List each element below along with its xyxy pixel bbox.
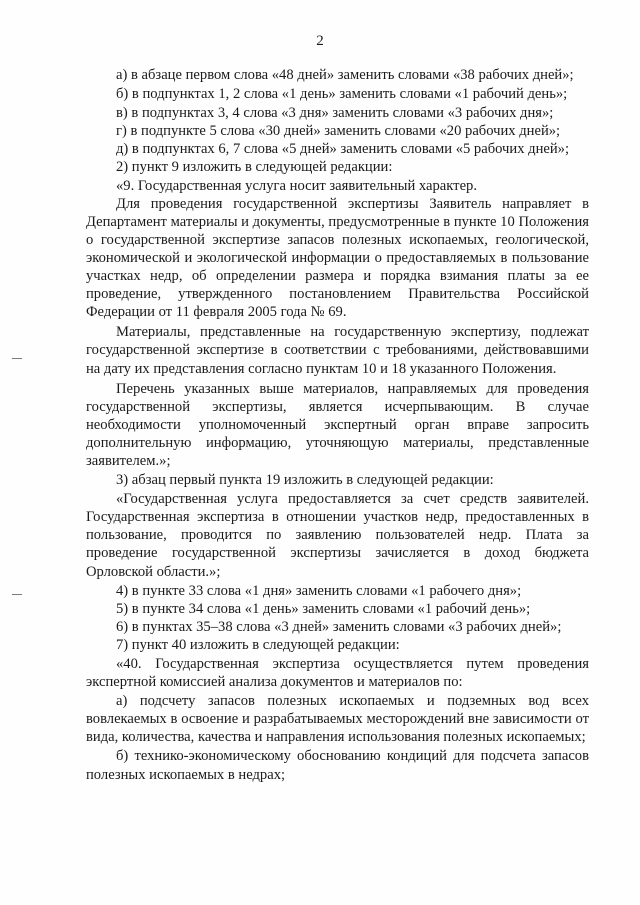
paragraph: 7) пункт 40 изложить в следующей редакции: xyxy=(116,636,400,653)
paragraph: а) в абзаце первом слова «48 дней» заменить словами «38 рабочих дней»; xyxy=(116,67,574,83)
paragraph: б) в подпунктах 1, 2 слова «1 день» заменить словами «1 рабочий день»; xyxy=(116,86,568,103)
page-number: 2 xyxy=(316,33,324,49)
paragraph: «9. Государственная услуга носит заявительный характер. xyxy=(116,177,477,194)
paragraph: 3) абзац первый пункта 19 изложить в следующей редакции: xyxy=(116,472,494,489)
paragraph: «Государственная услуга предоставляется за счет средств заявителей. Государственная экспертиза в отношении участков недр, предоставленных в пользование, проводится по заявлению пользователей недр. Плата за проведение государственной экспертизы зачисляется в доход бюджета Орловской области.»; xyxy=(86,491,589,580)
paragraph: 6) в пунктах 35–38 слова «3 дней» заменить словами «3 рабочих дней»; xyxy=(116,618,562,635)
paragraph: «40. Государственная экспертиза осуществляется путем проведения экспертной комиссией анализа документов и материалов по: xyxy=(86,656,589,691)
paragraph: в) в подпунктах 3, 4 слова «3 дня» заменить словами «3 рабочих дня»; xyxy=(116,105,554,122)
margin-mark xyxy=(12,594,22,595)
paragraph: г) в подпункте 5 слова «30 дней» заменить словами «20 рабочих дней»; xyxy=(116,123,561,140)
paragraph: 2) пункт 9 изложить в следующей редакции: xyxy=(116,159,393,176)
paragraph: Для проведения государственной экспертизы Заявитель направляет в Департамент материалы и документы, предусмотренные в пункте 10 Положения о государственной экспертизе запасов полезных ископаемых, геологической, экономической и экологической информации о предоставляемых в пользование участках недр, об определении размера и порядка взимания платы за ее проведение, утвержденного постановлением Правительства Российской Федерации от 11 февраля 2005 года № 69. xyxy=(86,195,589,321)
paragraph: д) в подпунктах 6, 7 слова «5 дней» заменить словами «5 рабочих дней»; xyxy=(116,141,570,158)
paragraph: 4) в пункте 33 слова «1 дня» заменить словами «1 рабочего дня»; xyxy=(116,582,522,599)
paragraph: а) подсчету запасов полезных ископаемых и подземных вод всех вовлекаемых в освоение и разрабатываемых месторождений вне зависимости от вида, количества, качества и направления использования полезных ископаемых; xyxy=(86,693,589,746)
paragraph: б) технико-экономическому обоснованию кондиций для подсчета запасов полезных ископаемых в недрах; xyxy=(86,748,589,783)
margin-mark xyxy=(12,358,22,359)
paragraph: Материалы, представленные на государственную экспертизу, подлежат государственной экспертизе в соответствии с требованиями, действовавшими на дату их представления согласно пунктам 10 и 18 указанного Положения. xyxy=(86,324,589,377)
paragraph: Перечень указанных выше материалов, направляемых для проведения государственной экспертизы, является исчерпывающим. В случае необходимости уполномоченный экспертный орган вправе запросить дополнительную информацию, уточняющую материалы, представленные заявителем.»; xyxy=(86,380,589,469)
paragraph: 5) в пункте 34 слова «1 день» заменить словами «1 рабочий день»; xyxy=(116,600,531,617)
document-body xyxy=(86,66,589,784)
